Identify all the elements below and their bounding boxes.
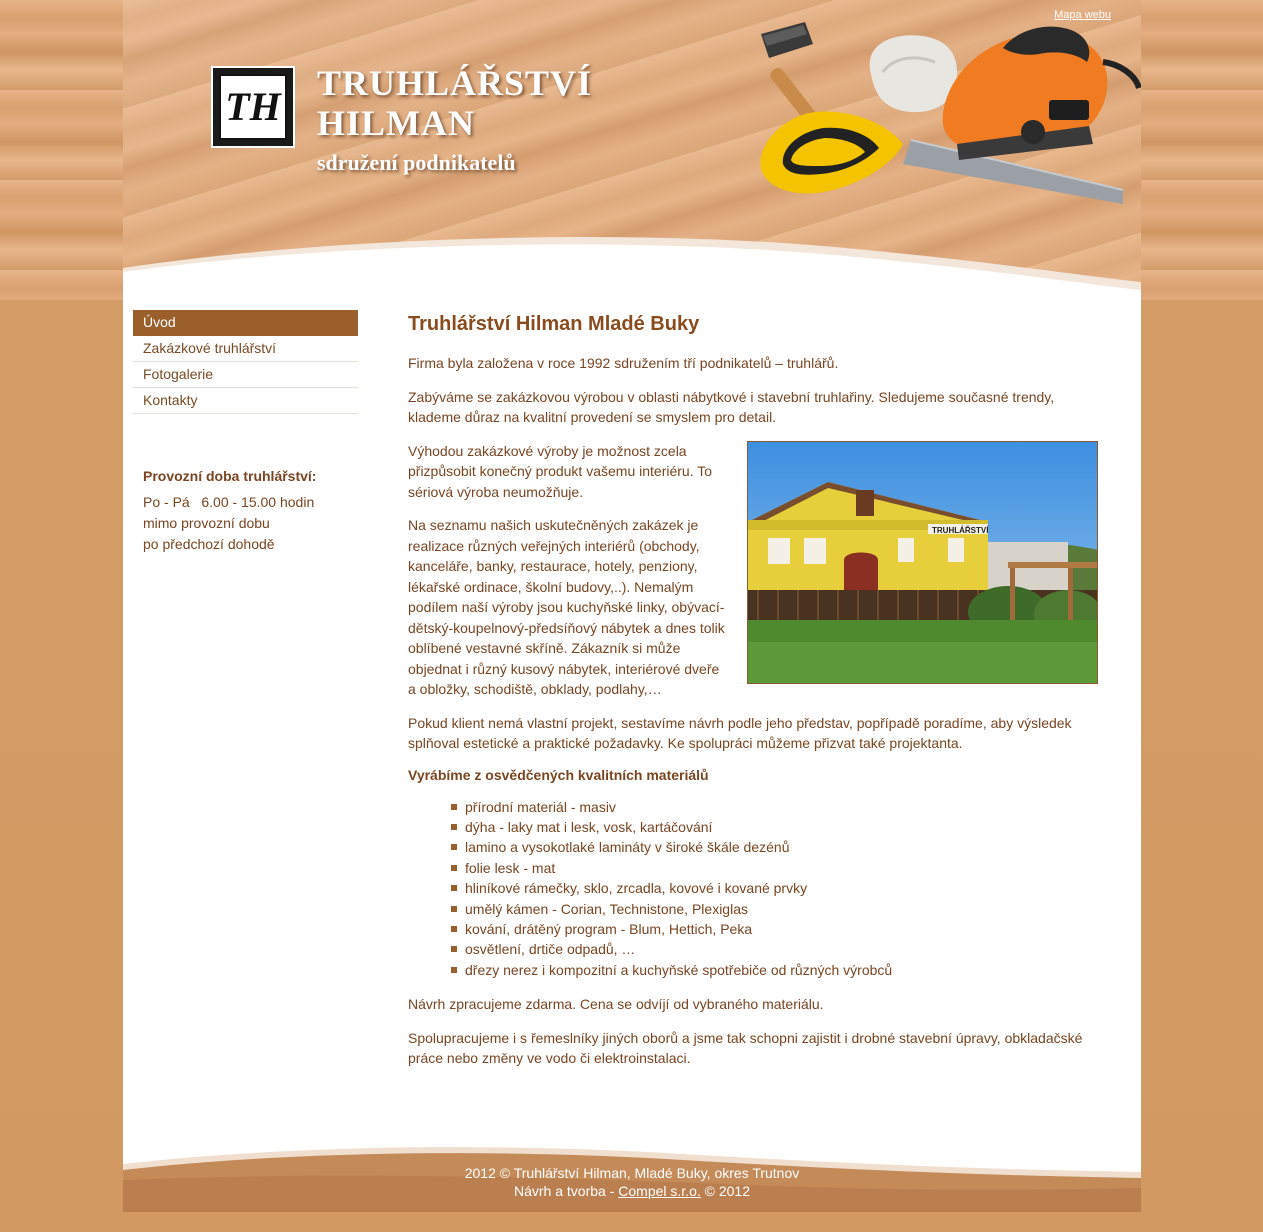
header-banner: [123, 0, 1141, 300]
list-item: lamino a vysokotlaké lamináty v široké škále dezénů: [451, 837, 1098, 857]
sitemap-link[interactable]: Mapa webu: [1054, 9, 1111, 21]
page-title: Truhlářství Hilman Mladé Buky: [408, 313, 700, 335]
main-nav: [133, 310, 358, 414]
opening-hours-line: mimo provozní dobu: [143, 515, 270, 531]
list-item: kování, drátěný program - Blum, Hettich, Peka: [451, 919, 1098, 939]
workshop-photo[interactable]: [747, 441, 1098, 684]
paragraph: Spolupracujeme i s řemeslníky jiných oborů a jsme tak schopni zajistit i drobné stavební úpravy, obkladačské práce nebo změny ve vodo či elektroinstalaci.: [408, 1029, 1083, 1067]
paragraph: Návrh zpracujeme zdarma. Cena se odvíjí od vybraného materiálu.: [408, 996, 824, 1013]
nav-item-fotogalerie[interactable]: Fotogalerie: [133, 362, 358, 388]
paragraph: Výhodou zakázkové výroby je možnost zcela přizpůsobit konečný produkt vašemu interiéru. To sériová výroba neumožňuje.: [408, 442, 713, 500]
list-item: dýha - laky mat i lesk, vosk, kartáčování: [451, 817, 1098, 837]
opening-hours: [133, 468, 358, 555]
logo[interactable]: [211, 66, 295, 148]
opening-hours-line: Po - Pá 6.00 - 15.00 hodin: [143, 494, 315, 510]
nav-item-zakazkove-truhlarstvi[interactable]: Zakázkové truhlářství: [133, 336, 358, 362]
opening-hours-title: Provozní doba truhlářství:: [143, 468, 317, 484]
footer-text: [123, 1164, 1141, 1200]
brand-name-line2: HILMAN: [317, 103, 475, 143]
footer-copyright: 2012 © Truhlářství Hilman, Mladé Buky, okres Trutnov: [464, 1165, 800, 1181]
footer: [123, 1132, 1141, 1212]
paragraph: Na seznamu našich uskutečněných zakázek je realizace různých veřejných interiérů (obchody, kanceláře, banky, restaurace, hotely, penziony, lékařské ordinace, školní budovy,..). Nemalým podílem naší výroby jsou kuchyňské linky, obývací-dětský-koupelnový-předsíňový nábytek a dnes tolik oblíbené vestavné skříně. Zákazník si může objednat i různý kusový nábytek, interiérové dveře a obložky, schodiště, obklady, podlahy,…: [408, 517, 725, 697]
logo-letters: TH: [219, 74, 287, 140]
brand-subtitle: sdružení podnikatelů: [317, 150, 516, 175]
brand-name-line1: TRUHLÁŘSTVÍ: [317, 63, 593, 103]
intro-paragraph: Firma byla založena v roce 1992 sdružením tří podnikatelů – truhlářů.: [408, 355, 839, 371]
list-item: umělý kámen - Corian, Technistone, Plexiglas: [451, 899, 1098, 919]
list-item: osvětlení, drtiče odpadů, …: [451, 939, 1098, 959]
page-container: [123, 0, 1141, 1212]
sidebar: [133, 310, 358, 555]
workshop-photo-image: [748, 442, 1098, 684]
list-item: dřezy nerez i kompozitní a kuchyňské spotřebiče od různých výrobců: [451, 960, 1098, 980]
materials-heading: Vyrábíme z osvědčených kvalitních materiálů: [408, 766, 709, 783]
list-item: folie lesk - mat: [451, 858, 1098, 878]
nav-item-kontakty[interactable]: Kontakty: [133, 388, 358, 414]
footer-credits-suffix: © 2012: [700, 1183, 750, 1199]
paragraph: Zabýváme se zakázkovou výrobou v oblasti nábytkové i stavební truhlařiny. Sledujeme současné trendy, klademe důraz na kvalitní provedení se smyslem pro detail.: [408, 388, 1055, 425]
main-content: [408, 313, 1098, 1082]
footer-credits: [123, 1182, 1141, 1200]
nav-item-uvod[interactable]: Úvod: [133, 310, 358, 336]
footer-credits-prefix: Návrh a tvorba -: [514, 1183, 619, 1199]
tools-illustration: [743, 14, 1141, 204]
compel-link[interactable]: Compel s.r.o.: [618, 1183, 701, 1199]
list-item: hliníkové rámečky, sklo, zrcadla, kovové i kované prvky: [451, 878, 1098, 898]
photo-sign-text: TRUHLÁŘSTVÍ: [932, 525, 989, 535]
planer-icon: [943, 27, 1139, 160]
materials-list: [451, 797, 1098, 981]
dust-bag-icon: [870, 35, 957, 112]
opening-hours-line: po předchozí dohodě: [143, 536, 275, 552]
list-item: přírodní materiál - masiv: [451, 797, 1098, 817]
paragraph: Pokud klient nemá vlastní projekt, sestavíme návrh podle jeho představ, popřípadě poradíme, aby výsledek splňoval estetické a praktické požadavky. Ke spolupráci můžeme přizvat také projektanta.: [408, 714, 1072, 751]
header-wave: [123, 228, 1141, 300]
